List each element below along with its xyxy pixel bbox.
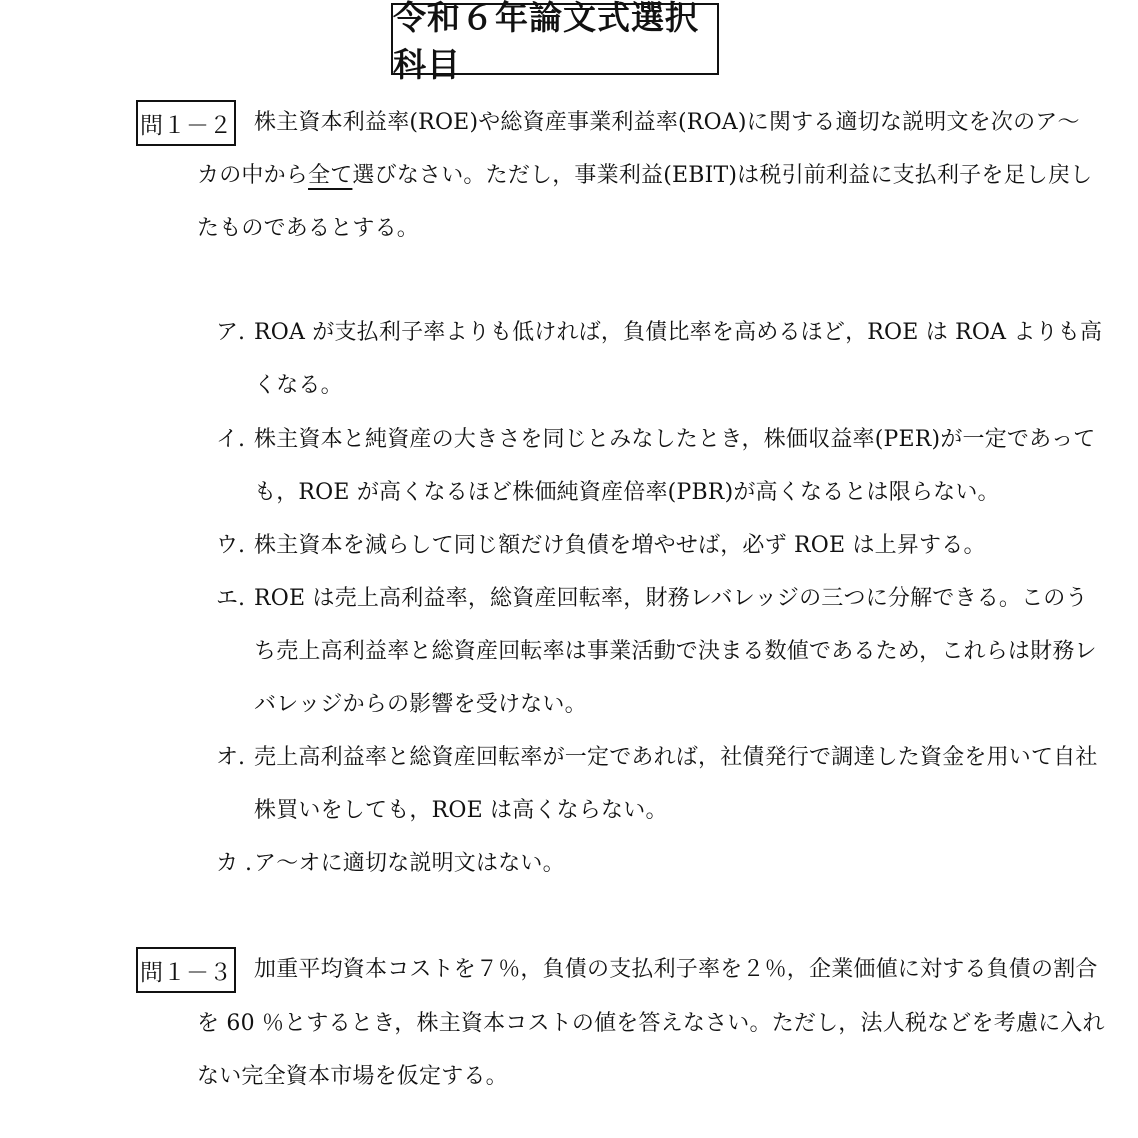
question-label-1-2: 問１－２: [136, 100, 236, 146]
option-i-line-1: 株主資本と純資産の大きさを同じとみなしたとき，株価収益率(PER)が一定であって: [254, 427, 1096, 452]
option-i-line-2: も，ROE が高くなるほど株価純資産倍率(PBR)が高くなるとは限らない。: [254, 480, 1000, 505]
option-letter-u: ウ.: [216, 533, 245, 558]
page-title: 令和６年論文式選択科目: [391, 3, 719, 75]
option-letter-ka: カ .: [216, 851, 252, 876]
option-letter-o: オ.: [216, 745, 245, 770]
option-e-line-1: ROE は売上高利益率，総資産回転率，財務レバレッジの三つに分解できる。このう: [254, 586, 1088, 611]
q12-underlined-all: 全て: [308, 163, 353, 188]
option-ka-line-1: ア～オに適切な説明文はない。: [254, 851, 565, 876]
option-e-line-3: バレッジからの影響を受けない。: [254, 692, 587, 717]
option-u-line-1: 株主資本を減らして同じ額だけ負債を増やせば，必ず ROE は上昇する。: [254, 533, 986, 558]
q13-line-2: を 60 ％とするとき，株主資本コストの値を答えなさい。ただし，法人税などを考慮に入れ: [197, 1011, 1105, 1036]
q12-intro-line-2: [197, 161, 1092, 191]
option-e-line-2: ち売上高利益率と総資産回転率は事業活動で決まる数値であるため，これらは財務レ: [254, 639, 1097, 664]
q12-intro-line-2-pre: カの中から: [197, 163, 309, 188]
q12-intro-line-1: 株主資本利益率(ROE)や総資産事業利益率(ROA)に関する適切な説明文を次のア～: [254, 110, 1080, 135]
option-letter-i: イ.: [216, 427, 245, 452]
q12-intro-line-2-post: 選びなさい。ただし，事業利益(EBIT)は税引前利益に支払利子を足し戻し: [352, 163, 1093, 188]
q12-intro-line-3: たものであるとする。: [197, 216, 420, 241]
q13-line-1: 加重平均資本コストを７％，負債の支払利子率を２％，企業価値に対する負債の割合: [254, 957, 1098, 982]
q13-line-3: ない完全資本市場を仮定する。: [197, 1064, 508, 1089]
option-letter-e: エ.: [216, 586, 245, 611]
option-o-line-1: 売上高利益率と総資産回転率が一定であれば，社債発行で調達した資金を用いて自社: [254, 745, 1098, 770]
option-o-line-2: 株買いをしても，ROE は高くならない。: [254, 798, 668, 823]
question-label-1-3: 問１－３: [136, 947, 236, 993]
option-a-line-1: ROA が支払利子率よりも低ければ，負債比率を高めるほど，ROE は ROA よりも高: [254, 320, 1103, 345]
option-a-line-2: くなる。: [254, 373, 343, 398]
option-letter-a: ア.: [216, 320, 245, 345]
